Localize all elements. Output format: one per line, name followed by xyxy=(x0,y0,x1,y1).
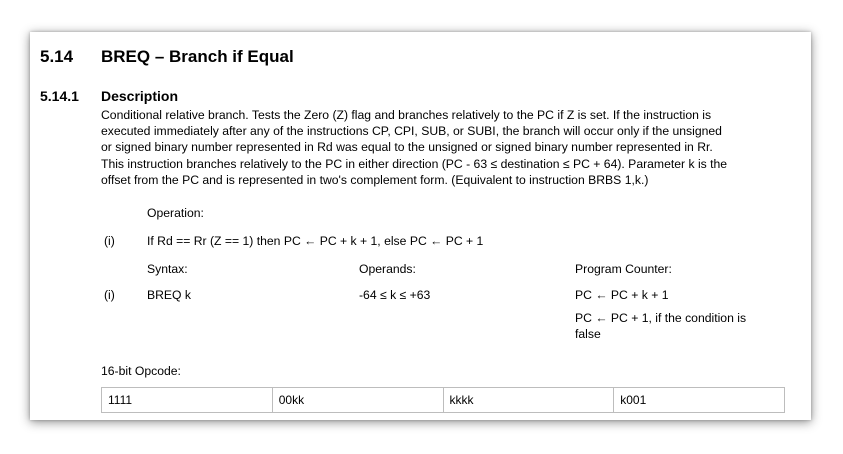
operation-index: (i) xyxy=(104,234,115,248)
opcode-label: 16-bit Opcode: xyxy=(101,364,181,378)
program-counter-alt-line1: PC ← PC + 1, if the condition is xyxy=(575,311,747,325)
section-number: 5.14 xyxy=(40,47,74,66)
operands-value: -64 ≤ k ≤ +63 xyxy=(359,288,431,302)
subsection-title: Description xyxy=(101,88,179,104)
opcode-cell: kkkk xyxy=(443,388,614,413)
operation-text: If Rd == Rr (Z == 1) then PC ← PC + k + 1, else PC ← PC + 1 xyxy=(147,234,484,248)
program-counter-alt-line2: false xyxy=(575,327,601,341)
subsection-number: 5.14.1 xyxy=(40,88,79,104)
description-paragraph xyxy=(101,107,806,188)
description-line: or signed binary number represented in Rd was equal to the unsigned or signed binary number represented in Rr. xyxy=(101,140,713,155)
syntax-index: (i) xyxy=(104,288,115,302)
operands-header: Operands: xyxy=(359,262,416,276)
description-line: offset from the PC and is represented in two's complement form. (Equivalent to instruction BRBS 1,k.) xyxy=(101,172,649,187)
opcode-row xyxy=(102,388,785,413)
description-line: This instruction branches relatively to the PC in either direction (PC - 63 ≤ destination ≤ PC + 64). Parameter k is the xyxy=(101,156,728,171)
opcode-table xyxy=(101,387,785,413)
program-counter-value: PC ← PC + k + 1 xyxy=(575,288,669,302)
operation-label: Operation: xyxy=(147,206,204,220)
description-line: executed immediately after any of the instructions CP, CPI, SUB, or SUBI, the branch will occur only if the unsigned xyxy=(101,124,722,139)
syntax-value: BREQ k xyxy=(147,288,192,302)
syntax-header: Syntax: xyxy=(147,262,188,276)
opcode-cell: 00kk xyxy=(272,388,443,413)
program-counter-header: Program Counter: xyxy=(575,262,672,276)
opcode-cell: 1111 xyxy=(102,388,273,413)
description-line: Conditional relative branch. Tests the Zero (Z) flag and branches relatively to the PC if Z is set. If the instruction is xyxy=(101,108,712,122)
section-title: BREQ – Branch if Equal xyxy=(101,47,294,66)
opcode-cell: k001 xyxy=(614,388,785,413)
document-page xyxy=(30,32,811,420)
